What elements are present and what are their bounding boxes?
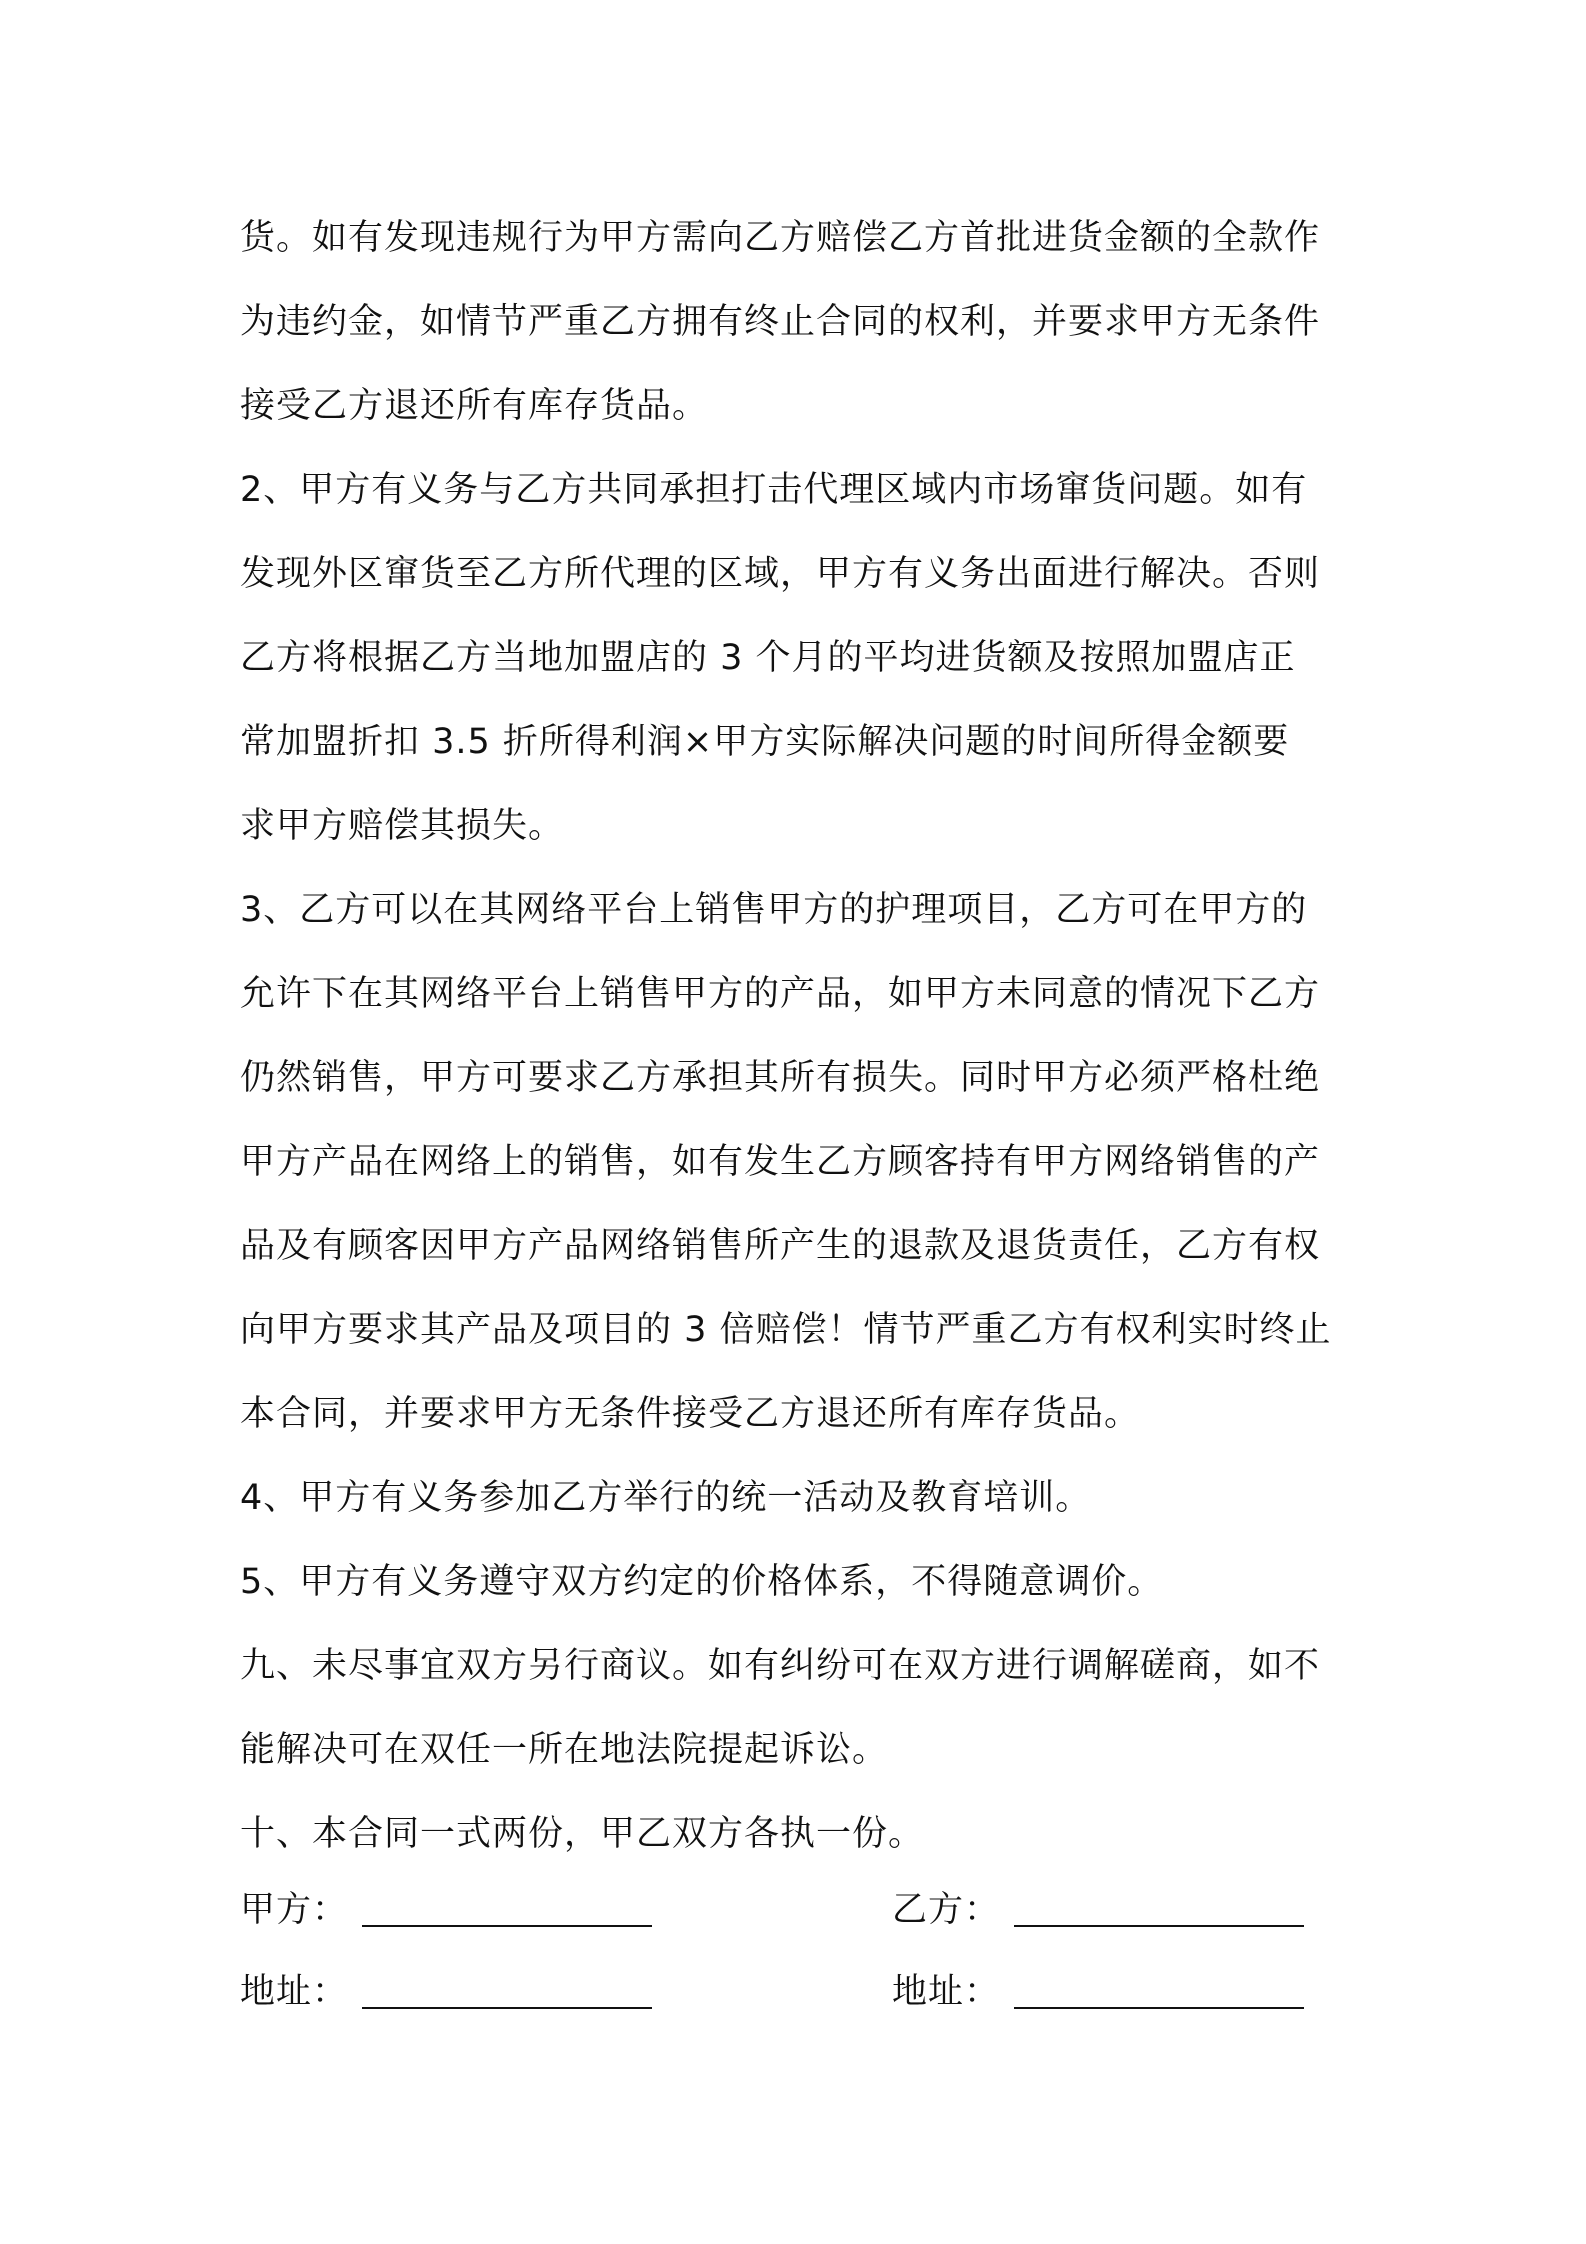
text-line: 货。如有发现违规行为甲方需向乙方赔偿乙方首批进货金额的全款作 [240, 218, 1321, 258]
text-line: 仍然销售，甲方可要求乙方承担其所有损失。同时甲方必须严格杜绝 [240, 1058, 1321, 1098]
text-line: 常加盟折扣 3.5 折所得利润×甲方实际解决问题的时间所得金额要 [240, 722, 1290, 762]
address-b-blank [1014, 2007, 1304, 2009]
text-line: 十、本合同一式两份，甲乙双方各执一份。 [240, 1814, 925, 1854]
address-b-label: 地址： [892, 1972, 1001, 2012]
text-line: 向甲方要求其产品及项目的 3 倍赔偿！情节严重乙方有权利实时终止 [240, 1310, 1332, 1350]
text-line: 品及有顾客因甲方产品网络销售所产生的退款及退货责任，乙方有权 [240, 1226, 1321, 1266]
text-line: 乙方将根据乙方当地加盟店的 3 个月的平均进货额及按照加盟店正 [240, 638, 1296, 678]
text-line: 接受乙方退还所有库存货品。 [240, 386, 709, 426]
party-b-blank [1014, 1925, 1304, 1927]
party-a-signature [240, 1868, 652, 1952]
party-b-signature [892, 1868, 1304, 1952]
text-line: 本合同，并要求甲方无条件接受乙方退还所有库存货品。 [240, 1394, 1141, 1434]
party-b-label: 乙方： [892, 1890, 1001, 1930]
text-line: 能解决可在双任一所在地法院提起诉讼。 [240, 1730, 889, 1770]
text-line: 发现外区窜货至乙方所代理的区域，甲方有义务出面进行解决。否则 [240, 554, 1321, 594]
document-body [240, 196, 1360, 1876]
text-line: 九、未尽事宜双方另行商议。如有纠纷可在双方进行调解磋商，如不 [240, 1646, 1321, 1686]
text-line: 4、甲方有义务参加乙方举行的统一活动及教育培训。 [240, 1478, 1092, 1518]
text-line: 允许下在其网络平台上销售甲方的产品，如甲方未同意的情况下乙方 [240, 974, 1321, 1014]
party-a-address [240, 1950, 652, 2034]
address-a-blank [362, 2007, 652, 2009]
address-a-label: 地址： [240, 1972, 349, 2012]
party-b-address [892, 1950, 1304, 2034]
text-line: 为违约金，如情节严重乙方拥有终止合同的权利，并要求甲方无条件 [240, 302, 1321, 342]
text-line: 2、甲方有义务与乙方共同承担打击代理区域内市场窜货问题。如有 [240, 470, 1308, 510]
text-line: 3、乙方可以在其网络平台上销售甲方的护理项目，乙方可在甲方的 [240, 890, 1308, 930]
text-line: 甲方产品在网络上的销售，如有发生乙方顾客持有甲方网络销售的产 [240, 1142, 1321, 1182]
text-line: 5、甲方有义务遵守双方约定的价格体系，不得随意调价。 [240, 1562, 1164, 1602]
text-line: 求甲方赔偿其损失。 [240, 806, 565, 846]
party-a-label: 甲方： [240, 1890, 349, 1930]
party-a-blank [362, 1925, 652, 1927]
